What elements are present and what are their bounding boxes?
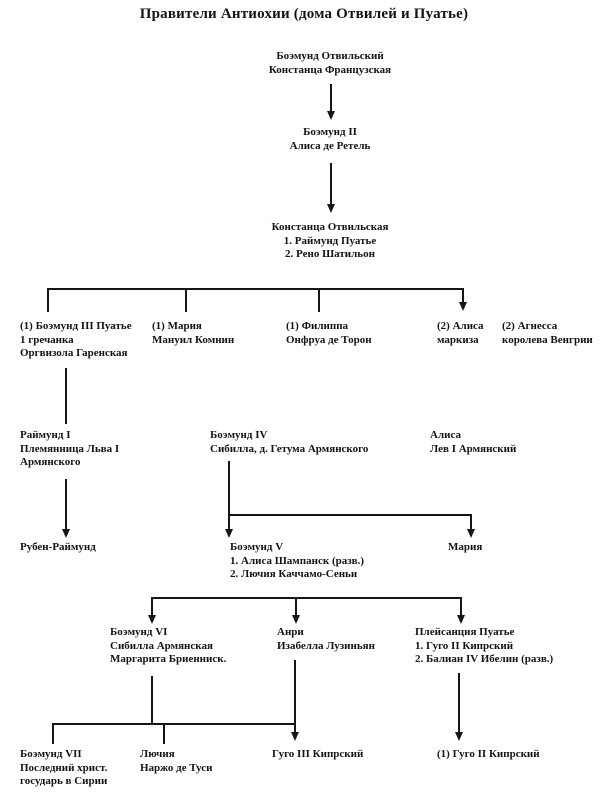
connector-line-vertical (295, 597, 297, 616)
arrowhead-down-icon (459, 302, 467, 311)
arrowhead-down-icon (455, 732, 463, 741)
tree-node-alice-marquise-line: маркиза (437, 333, 479, 346)
tree-node-maria-2-line: Мария (448, 541, 483, 553)
tree-node-agnes-line: королева Венгрии (502, 333, 593, 346)
tree-node-bohemond-iii-line: Оргвизола Гаренская (20, 347, 128, 359)
connector-line-vertical (294, 660, 296, 733)
tree-node-bohemond-v-line: 2. Лючия Каччамо-Сеньи (230, 568, 358, 580)
tree-node-bohemond-vi (110, 626, 226, 667)
tree-node-bohemond-ii (290, 126, 371, 153)
tree-node-alice-leo-line: Алиса (430, 429, 461, 441)
tree-node-maria-2 (448, 541, 482, 555)
tree-node-lucia-line: Лючия (140, 748, 175, 760)
tree-node-bohemond-vii-line: Последний христ. (20, 761, 108, 774)
connector-line-vertical (318, 288, 320, 312)
tree-node-bohemond-iv-line: Сибилла, д. Гетума Армянского (210, 442, 369, 455)
tree-node-ruben-raymond (20, 541, 96, 555)
connector-line-horizontal (47, 288, 463, 290)
tree-node-hugh-iii (272, 748, 363, 762)
arrowhead-down-icon (327, 111, 335, 120)
connector-line-horizontal (151, 597, 461, 599)
tree-node-plaisance-line: Плейсанция Пуатье (415, 626, 515, 638)
tree-node-bohemond-iii-line: (1) Боэмунд III Пуатье (20, 320, 132, 332)
tree-node-bohemond-vii-line: государь в Сирии (20, 775, 108, 787)
arrowhead-down-icon (292, 615, 300, 624)
tree-node-henri (277, 626, 375, 653)
tree-node-bohemond-ii-line: Боэмунд II (303, 126, 357, 138)
arrowhead-down-icon (148, 615, 156, 624)
tree-node-agnes-line: (2) Агнесса (502, 320, 558, 332)
tree-node-constance-hauteville-line: 2. Рено Шатильон (285, 248, 375, 260)
connector-line-vertical (470, 514, 472, 530)
tree-node-bohemond-vii-line: Боэмунд VII (20, 748, 82, 760)
connector-line-vertical (52, 723, 54, 744)
tree-node-alice-marquise-line: (2) Алиса (437, 320, 484, 332)
tree-node-alice-leo-line: Лев I Армянский (430, 442, 517, 455)
connector-line-vertical (151, 597, 153, 616)
connector-line-vertical (47, 288, 49, 312)
connector-line-vertical (330, 84, 332, 112)
tree-node-bohemond-vi-line: Боэмунд VI (110, 626, 168, 638)
connector-line-vertical (185, 288, 187, 312)
tree-node-bohemond-v (230, 541, 364, 582)
tree-node-lucia (140, 748, 213, 775)
tree-node-bohemond-iv-line: Боэмунд IV (210, 429, 268, 441)
connector-line-horizontal (228, 514, 470, 516)
connector-line-vertical (151, 676, 153, 724)
tree-node-raymond-i-line: Армянского (20, 456, 81, 468)
tree-node-bohemond-v-line: Боэмунд V (230, 541, 284, 553)
tree-node-lucia-line: Наржо де Туси (140, 761, 213, 774)
connector-line-vertical (65, 368, 67, 424)
arrowhead-down-icon (467, 529, 475, 538)
tree-node-alice-marquise (437, 320, 484, 347)
tree-node-bohemond-iii-line: 1 гречанка (20, 333, 74, 346)
tree-node-bohemond-vi-line: Сибилла Армянская (110, 639, 213, 652)
tree-node-constance-hauteville-line: 1. Раймунд Пуатье (283, 234, 377, 247)
arrowhead-down-icon (225, 529, 233, 538)
connector-line-horizontal (52, 723, 295, 725)
tree-node-bohemond-vi-line: Маргарита Бриенниск. (110, 653, 227, 665)
tree-node-constance-hauteville (272, 221, 389, 262)
tree-node-bohemond-ii-line: Алиса де Ретель (289, 139, 371, 152)
tree-node-philippa-line: (1) Филиппа (286, 320, 349, 332)
tree-node-hugh-ii (437, 748, 540, 762)
arrowhead-down-icon (457, 615, 465, 624)
tree-node-maria-komnina-line: (1) Мария (152, 320, 202, 332)
tree-node-philippa-line: Онфруа де Торон (286, 333, 372, 346)
tree-node-philippa (286, 320, 372, 347)
tree-node-bohemond-iii (20, 320, 132, 361)
tree-node-henri-line: Анри (277, 626, 304, 638)
tree-node-plaisance-line: 1. Гуго II Кипрский (415, 639, 514, 652)
connector-line-vertical (458, 673, 460, 733)
arrowhead-down-icon (291, 732, 299, 741)
tree-node-ruben-raymond-line: Рубен-Раймунд (20, 541, 96, 553)
tree-node-henri-line: Изабелла Лузиньян (277, 639, 375, 652)
tree-node-raymond-i (20, 429, 119, 470)
connector-line-vertical (163, 723, 165, 744)
tree-node-bohemond-i-line: Констанца Французская (268, 63, 392, 76)
tree-node-hugh-ii-line: (1) Гуго II Кипрский (437, 748, 540, 760)
tree-node-raymond-i-line: Племянница Льва I (20, 442, 120, 455)
diagram-title: Правители Антиохии (дома Отвилей и Пуатье) (139, 6, 469, 22)
tree-node-bohemond-iv (210, 429, 368, 456)
tree-node-raymond-i-line: Раймунд I (20, 429, 71, 441)
connector-line-vertical (65, 479, 67, 530)
tree-node-alice-leo (430, 429, 516, 456)
tree-node-maria-komnina (152, 320, 234, 347)
tree-node-constance-hauteville-line: Констанца Отвильская (271, 221, 389, 233)
tree-node-bohemond-i (269, 50, 391, 77)
tree-node-plaisance (415, 626, 553, 667)
tree-node-maria-komnina-line: Мануил Комнин (152, 333, 235, 346)
tree-node-bohemond-vii (20, 748, 107, 789)
tree-node-bohemond-i-line: Боэмунд Отвильский (276, 50, 384, 62)
tree-node-agnes (502, 320, 593, 347)
connector-line-vertical (460, 597, 462, 616)
tree-node-hugh-iii-line: Гуго III Кипрский (272, 748, 364, 760)
connector-line-vertical (462, 288, 464, 303)
connector-line-vertical (330, 163, 332, 205)
tree-node-plaisance-line: 2. Балиан IV Ибелин (разв.) (415, 653, 554, 665)
arrowhead-down-icon (327, 204, 335, 213)
arrowhead-down-icon (62, 529, 70, 538)
connector-line-vertical (228, 461, 230, 530)
tree-node-bohemond-v-line: 1. Алиса Шампанск (разв.) (230, 554, 364, 567)
